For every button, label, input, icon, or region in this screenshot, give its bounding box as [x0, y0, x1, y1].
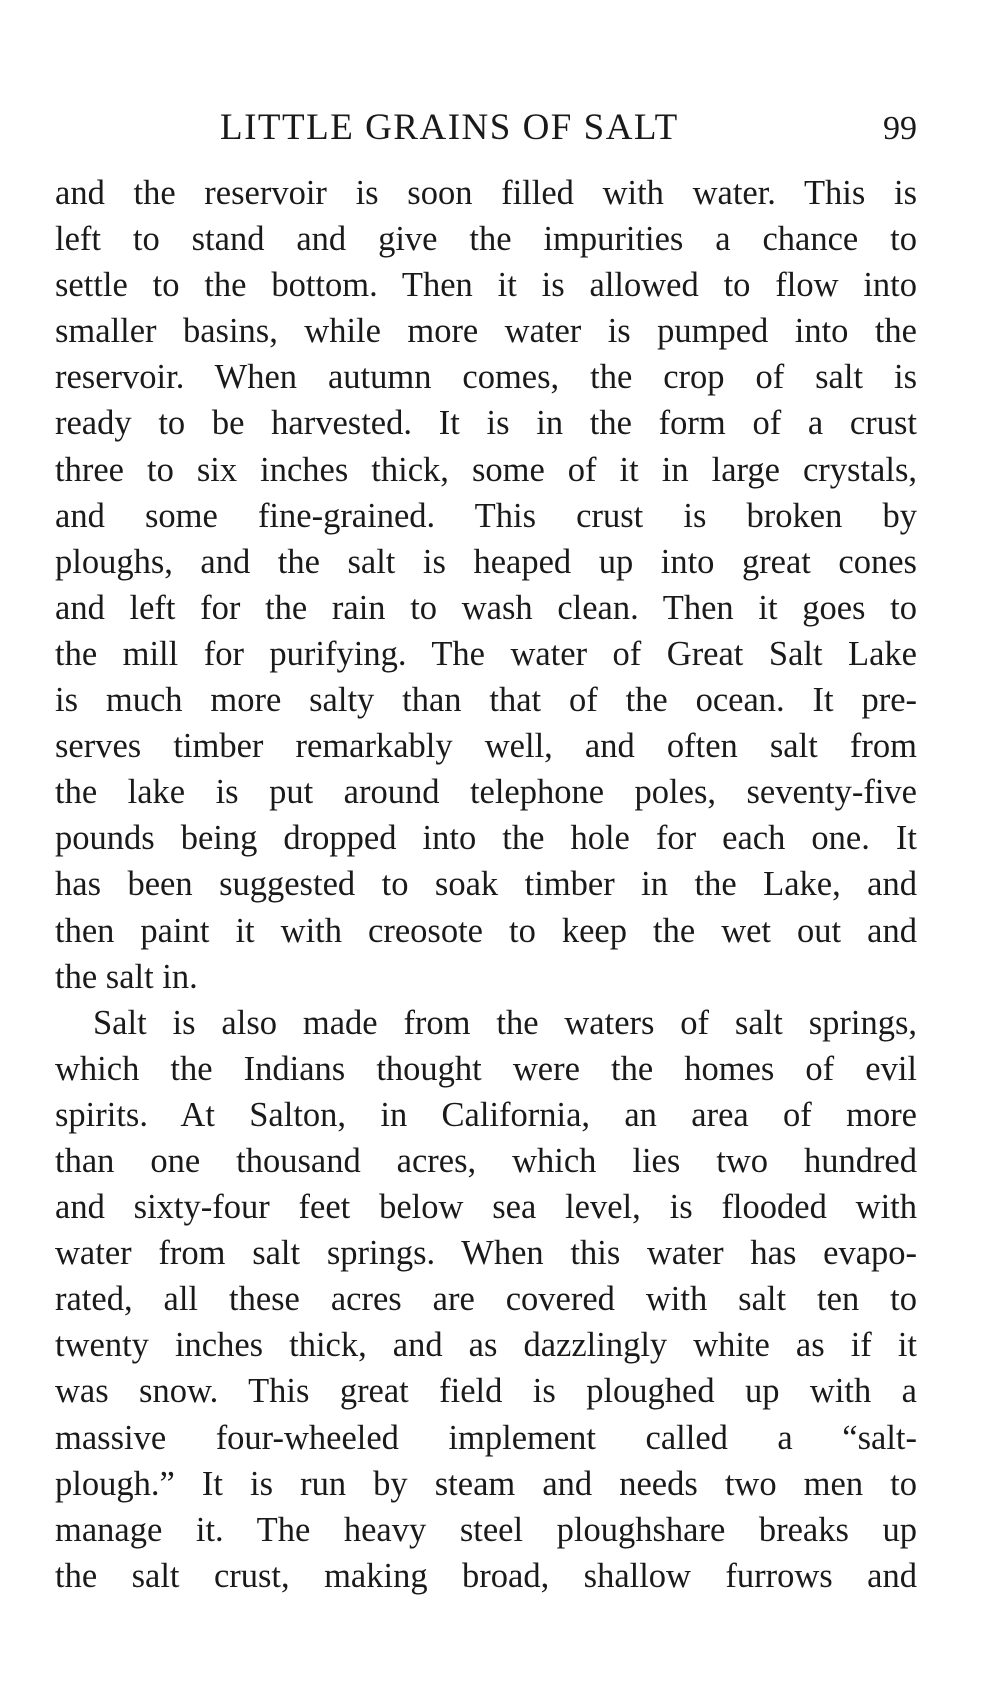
text-line: the lake is put around telephone poles, seventy-five	[55, 773, 917, 812]
text-line: than one thousand acres, which lies two hundred	[55, 1141, 917, 1180]
text-line: settle to the bottom. Then it is allowed to flow into	[55, 266, 917, 305]
text-line: twenty inches thick, and as dazzlingly white as if it	[55, 1326, 917, 1365]
text-line: the salt in.	[55, 957, 198, 996]
paragraph-2	[55, 1000, 917, 1599]
text-line: which the Indians thought were the homes of evil	[55, 1049, 917, 1088]
text-line: the mill for purifying. The water of Great Salt Lake	[55, 634, 917, 673]
text-line: spirits. At Salton, in California, an area of more	[55, 1095, 917, 1134]
text-line: rated, all these acres are covered with salt ten to	[55, 1280, 917, 1319]
text-line: has been suggested to soak timber in the Lake, and	[55, 865, 917, 904]
text-line: reservoir. When autumn comes, the crop of salt is	[55, 358, 917, 397]
text-line: is much more salty than that of the ocean. It pre-	[55, 681, 917, 720]
text-line: and some fine-grained. This crust is broken by	[55, 496, 917, 535]
text-line: ploughs, and the salt is heaped up into great cones	[55, 542, 917, 581]
paragraph-1	[55, 170, 917, 1000]
text-line: ready to be harvested. It is in the form of a crust	[55, 404, 917, 443]
text-line: water from salt springs. When this water has evapo-	[55, 1234, 917, 1273]
body-text	[55, 170, 917, 1599]
text-line: and left for the rain to wash clean. Then it goes to	[55, 588, 917, 627]
text-line: plough.” It is run by steam and needs two men to	[55, 1464, 917, 1503]
text-line: serves timber remarkably well, and often salt from	[55, 727, 917, 766]
text-line: three to six inches thick, some of it in large crystals,	[55, 450, 917, 489]
text-line: Salt is also made from the waters of salt springs,	[93, 1003, 917, 1042]
text-line: pounds being dropped into the hole for each one. It	[55, 819, 917, 858]
running-head	[55, 106, 917, 156]
running-title: LITTLE GRAINS OF SALT	[220, 107, 679, 148]
text-line: then paint it with creosote to keep the wet out and	[55, 911, 917, 950]
text-line: massive four-wheeled implement called a “salt-	[55, 1418, 917, 1457]
page-number: 99	[883, 110, 917, 147]
text-line: and the reservoir is soon filled with water. This is	[55, 174, 917, 212]
text-line: manage it. The heavy steel ploughshare breaks up	[55, 1510, 917, 1549]
text-line: and sixty-four feet below sea level, is flooded with	[55, 1188, 917, 1227]
text-line: smaller basins, while more water is pumped into the	[55, 312, 917, 351]
text-line: the salt crust, making broad, shallow furrows and	[55, 1556, 917, 1595]
text-line: left to stand and give the impurities a chance to	[55, 220, 917, 259]
text-line: was snow. This great field is ploughed up with a	[55, 1372, 917, 1411]
